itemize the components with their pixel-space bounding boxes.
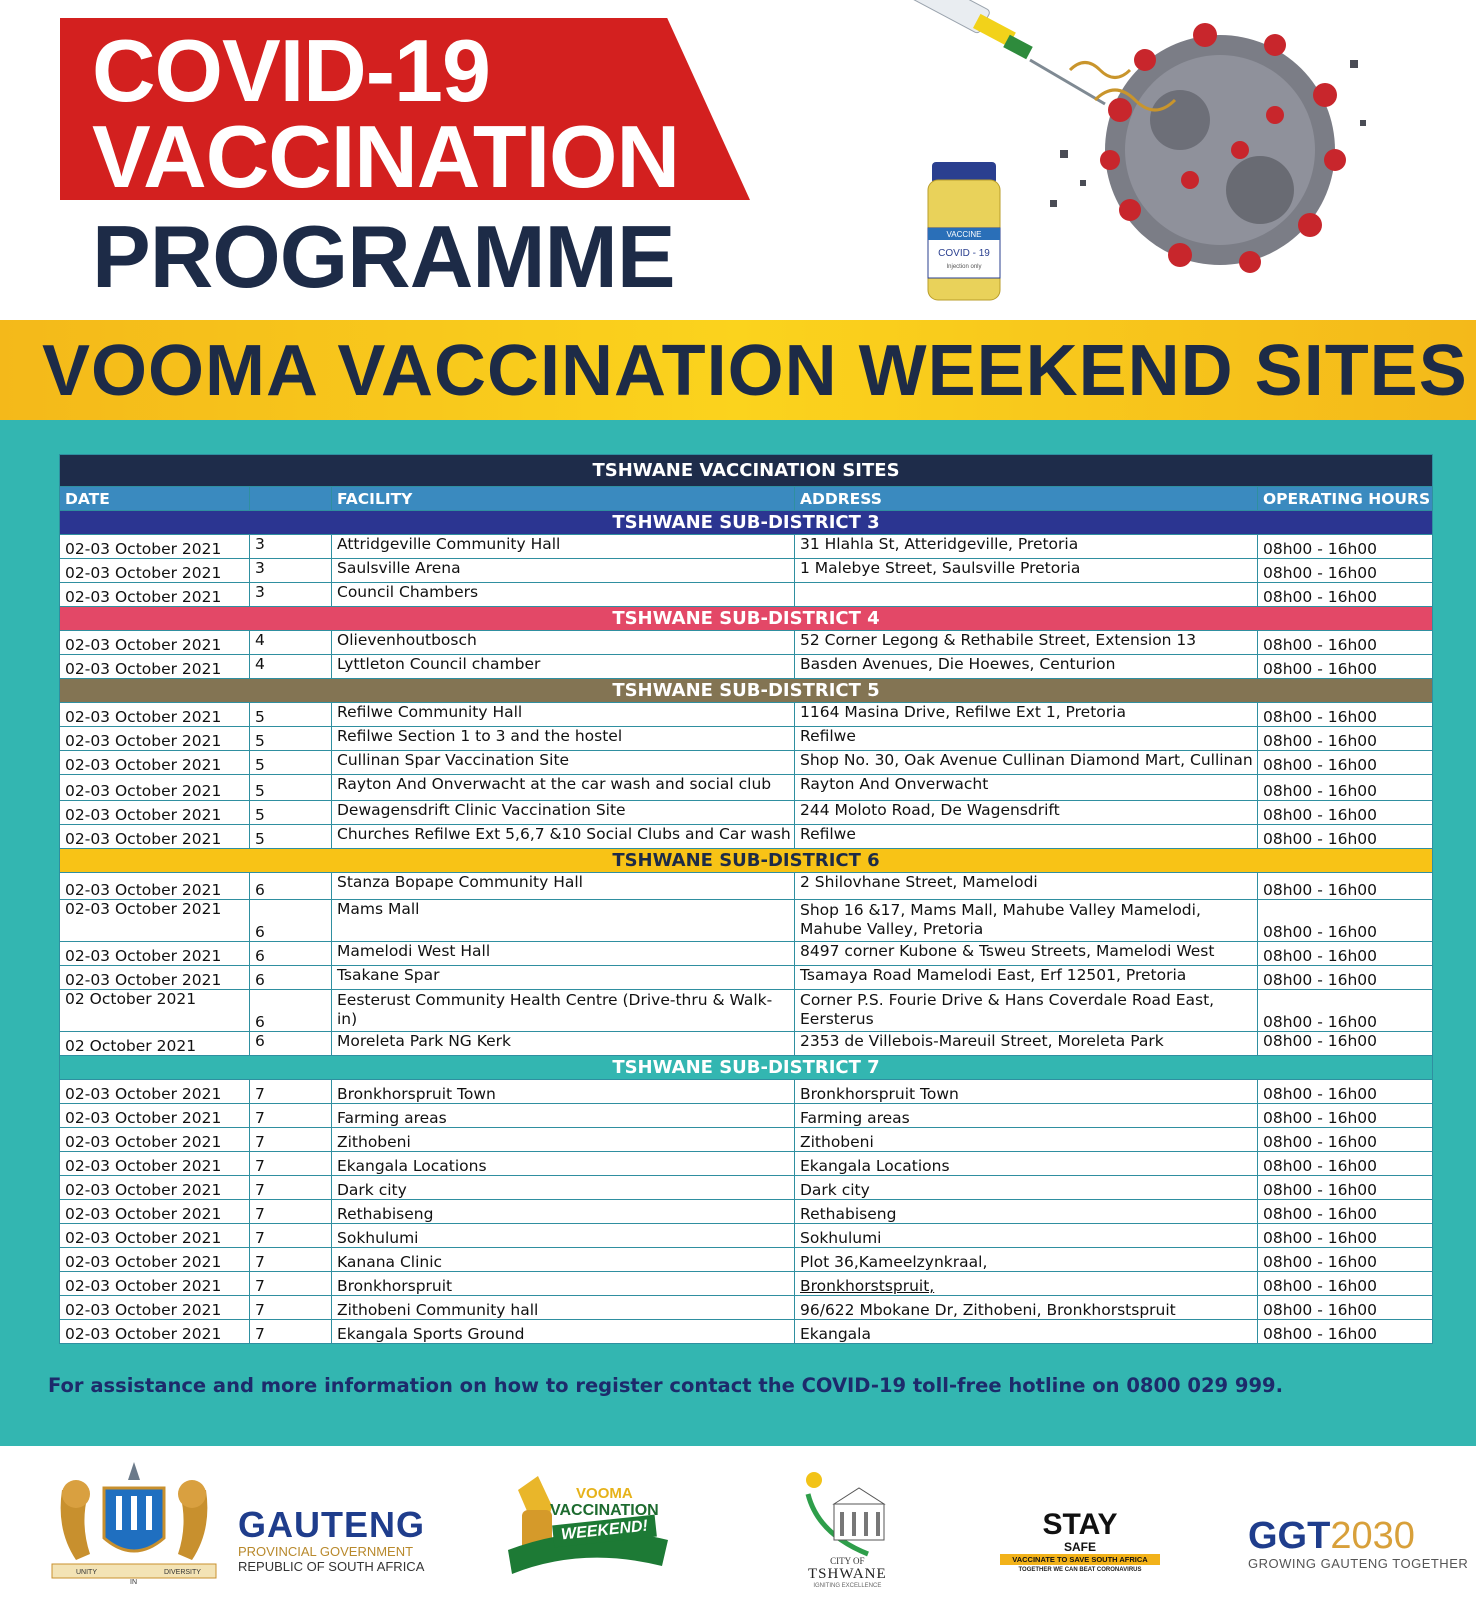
facility-cell: Dewagensdrift Clinic Vaccination Site: [332, 801, 795, 825]
hours-cell: 08h00 - 16h00: [1258, 1104, 1433, 1128]
address-cell: Tsamaya Road Mamelodi East, Erf 12501, Pretoria: [795, 966, 1258, 990]
date-cell: 02-03 October 2021: [60, 1152, 250, 1176]
facility-cell: Mams Mall: [332, 900, 795, 942]
sites-table: [59, 454, 1433, 1344]
date-cell: 02-03 October 2021: [60, 1200, 250, 1224]
table-row: [60, 655, 1433, 679]
hours-cell: 08h00 - 16h00: [1258, 900, 1433, 942]
district-cell: 6: [250, 1032, 332, 1056]
tshwane-logo-icon: [800, 1464, 900, 1560]
hotline-note: For assistance and more information on how to register contact the COVID-19 toll-free hotline on 0800 029 999.: [48, 1374, 1283, 1397]
hours-cell: 08h00 - 16h00: [1258, 775, 1433, 801]
hours-cell: 08h00 - 16h00: [1258, 655, 1433, 679]
table-row: [60, 1128, 1433, 1152]
hours-cell: 08h00 - 16h00: [1258, 535, 1433, 559]
section-heading: TSHWANE SUB-DISTRICT 4: [60, 607, 1433, 631]
table-row: [60, 1176, 1433, 1200]
date-cell: 02-03 October 2021: [60, 727, 250, 751]
gauteng-subtitle-2: REPUBLIC OF SOUTH AFRICA: [238, 1559, 425, 1574]
banner-title: VOOMA VACCINATION WEEKEND SITES: [42, 331, 1468, 411]
address-cell: Refilwe: [795, 825, 1258, 849]
facility-cell: Olievenhoutbosch: [332, 631, 795, 655]
date-cell: 02-03 October 2021: [60, 535, 250, 559]
title-line-2: VACCINATION: [92, 107, 680, 206]
facility-cell: Refilwe Community Hall: [332, 703, 795, 727]
date-cell: 02-03 October 2021: [60, 1104, 250, 1128]
table-row: [60, 631, 1433, 655]
district-cell: 7: [250, 1176, 332, 1200]
table-row: [60, 1200, 1433, 1224]
date-cell: 02-03 October 2021: [60, 1080, 250, 1104]
ggt-main: GGT: [1248, 1515, 1331, 1557]
table-row: [60, 990, 1433, 1032]
table-row: [60, 1248, 1433, 1272]
stay-safe-logo: [1000, 1510, 1160, 1575]
table-row: [60, 1320, 1433, 1344]
address-cell: Sokhulumi: [795, 1224, 1258, 1248]
tshwane-tagline: IGNITING EXCELLENCE: [813, 1583, 882, 1589]
crest-motto-left: UNITY: [76, 1569, 97, 1576]
district-cell: 7: [250, 1080, 332, 1104]
vooma-logo-text: [550, 1486, 659, 1542]
ggt2030-logo: [1248, 1516, 1468, 1571]
district-cell: 6: [250, 990, 332, 1032]
hours-cell: 08h00 - 16h00: [1258, 1320, 1433, 1344]
table-row: [60, 942, 1433, 966]
hours-cell: 08h00 - 16h00: [1258, 727, 1433, 751]
table-row: [60, 1272, 1433, 1296]
district-cell: 4: [250, 655, 332, 679]
hours-cell: 08h00 - 16h00: [1258, 825, 1433, 849]
gauteng-name: GAUTENG: [238, 1504, 425, 1545]
table-title: TSHWANE VACCINATION SITES: [60, 455, 1433, 487]
section-heading: TSHWANE SUB-DISTRICT 6: [60, 849, 1433, 873]
hours-cell: 08h00 - 16h00: [1258, 1248, 1433, 1272]
facility-cell: Saulsville Arena: [332, 559, 795, 583]
hours-cell: 08h00 - 16h00: [1258, 1272, 1433, 1296]
facility-cell: Dark city: [332, 1176, 795, 1200]
banner-strip: [0, 320, 1476, 420]
syringe-icon: [899, 0, 1105, 104]
partner-logos: [0, 1446, 1476, 1600]
table-row: [60, 1296, 1433, 1320]
address-cell: Rayton And Onverwacht: [795, 775, 1258, 801]
facility-cell: Tsakane Spar: [332, 966, 795, 990]
facility-cell: Bronkhorspruit Town: [332, 1080, 795, 1104]
table-row: [60, 801, 1433, 825]
facility-cell: Rethabiseng: [332, 1200, 795, 1224]
date-cell: 02-03 October 2021: [60, 873, 250, 900]
address-cell: 1 Malebye Street, Saulsville Pretoria: [795, 559, 1258, 583]
address-cell: Ekangala Locations: [795, 1152, 1258, 1176]
hours-cell: 08h00 - 16h00: [1258, 1200, 1433, 1224]
section-heading: TSHWANE SUB-DISTRICT 5: [60, 679, 1433, 703]
district-cell: 7: [250, 1128, 332, 1152]
district-cell: 5: [250, 801, 332, 825]
district-cell: 5: [250, 703, 332, 727]
facility-cell: Council Chambers: [332, 583, 795, 607]
table-row: [60, 1032, 1433, 1056]
column-header-district: [250, 487, 332, 511]
facility-cell: Sokhulumi: [332, 1224, 795, 1248]
district-cell: 7: [250, 1104, 332, 1128]
column-header-address: ADDRESS: [795, 487, 1258, 511]
district-cell: 3: [250, 535, 332, 559]
address-cell: 31 Hlahla St, Atteridgeville, Pretoria: [795, 535, 1258, 559]
date-cell: 02-03 October 2021: [60, 825, 250, 849]
table-row: [60, 1224, 1433, 1248]
vaccination-word: VACCINATION: [550, 1502, 659, 1519]
district-cell: 7: [250, 1320, 332, 1344]
date-cell: 02-03 October 2021: [60, 1176, 250, 1200]
tshwane-name: TSHWANE: [808, 1566, 887, 1582]
facility-cell: Churches Refilwe Ext 5,6,7 &10 Social Clubs and Car wash: [332, 825, 795, 849]
date-cell: 02-03 October 2021: [60, 1224, 250, 1248]
hours-cell: 08h00 - 16h00: [1258, 583, 1433, 607]
stay-safe-slogan: VACCINATE TO SAVE SOUTH AFRICA: [1000, 1554, 1160, 1565]
district-cell: 7: [250, 1224, 332, 1248]
sites-table-container: [59, 454, 1432, 1344]
date-cell: 02-03 October 2021: [60, 751, 250, 775]
gauteng-logo-text: [238, 1506, 425, 1574]
district-cell: 3: [250, 559, 332, 583]
district-cell: 7: [250, 1200, 332, 1224]
facility-cell: Rayton And Onverwacht at the car wash and social club: [332, 775, 795, 801]
hours-cell: 08h00 - 16h00: [1258, 801, 1433, 825]
table-row: [60, 825, 1433, 849]
facility-cell: Bronkhorspruit: [332, 1272, 795, 1296]
section-heading-row: [60, 849, 1433, 873]
table-row: [60, 583, 1433, 607]
ggt-year: 2030: [1330, 1515, 1415, 1557]
date-cell: 02-03 October 2021: [60, 559, 250, 583]
vial-name-text: COVID - 19: [938, 248, 990, 259]
section-heading: TSHWANE SUB-DISTRICT 3: [60, 511, 1433, 535]
hours-cell: 08h00 - 16h00: [1258, 631, 1433, 655]
date-cell: 02-03 October 2021: [60, 1128, 250, 1152]
date-cell: 02-03 October 2021: [60, 703, 250, 727]
section-heading-row: [60, 607, 1433, 631]
section-heading-row: [60, 679, 1433, 703]
date-cell: 02-03 October 2021: [60, 631, 250, 655]
hours-cell: 08h00 - 16h00: [1258, 990, 1433, 1032]
weekend-word: WEEKEND!: [552, 1515, 657, 1548]
district-cell: 5: [250, 751, 332, 775]
ggt-tagline: GROWING GAUTENG TOGETHER: [1248, 1556, 1469, 1571]
virus-icon: [1050, 23, 1366, 273]
address-cell: Shop 16 &17, Mams Mall, Mahube Valley Mamelodi, Mahube Valley, Pretoria: [795, 900, 1258, 942]
table-row: [60, 873, 1433, 900]
address-cell: Zithobeni: [795, 1128, 1258, 1152]
date-cell: 02-03 October 2021: [60, 1320, 250, 1344]
section-heading: TSHWANE SUB-DISTRICT 7: [60, 1056, 1433, 1080]
stay-safe-tagline: TOGETHER WE CAN BEAT CORONAVIRUS: [1018, 1567, 1142, 1573]
date-cell: 02-03 October 2021: [60, 801, 250, 825]
table-row: [60, 727, 1433, 751]
address-cell: 2 Shilovhane Street, Mamelodi: [795, 873, 1258, 900]
vooma-word: VOOMA: [576, 1485, 633, 1502]
facility-cell: Stanza Bopape Community Hall: [332, 873, 795, 900]
district-cell: 5: [250, 825, 332, 849]
facility-cell: Lyttleton Council chamber: [332, 655, 795, 679]
date-cell: 02-03 October 2021: [60, 583, 250, 607]
crest-motto-right: DIVERSITY: [164, 1569, 201, 1576]
facility-cell: Attridgeville Community Hall: [332, 535, 795, 559]
date-cell: 02-03 October 2021: [60, 942, 250, 966]
hours-cell: 08h00 - 16h00: [1258, 1128, 1433, 1152]
facility-cell: Refilwe Section 1 to 3 and the hostel: [332, 727, 795, 751]
district-cell: 5: [250, 775, 332, 801]
hours-cell: 08h00 - 16h00: [1258, 873, 1433, 900]
hours-cell: 08h00 - 16h00: [1258, 1176, 1433, 1200]
facility-cell: Ekangala Sports Ground: [332, 1320, 795, 1344]
facility-cell: Eesterust Community Health Centre (Drive-thru & Walk-in): [332, 990, 795, 1032]
stay-word: STAY: [1042, 1508, 1118, 1541]
hours-cell: 08h00 - 16h00: [1258, 751, 1433, 775]
table-row: [60, 1080, 1433, 1104]
crest-motto-mid: IN: [130, 1579, 137, 1586]
district-cell: 6: [250, 873, 332, 900]
hours-cell: 08h00 - 16h00: [1258, 1224, 1433, 1248]
address-cell: Plot 36,Kameelzynkraal,: [795, 1248, 1258, 1272]
district-cell: 7: [250, 1152, 332, 1176]
facility-cell: Zithobeni: [332, 1128, 795, 1152]
district-cell: 7: [250, 1248, 332, 1272]
district-cell: 6: [250, 942, 332, 966]
facility-cell: Mamelodi West Hall: [332, 942, 795, 966]
title-line-1: COVID-19: [92, 21, 490, 120]
hours-cell: 08h00 - 16h00: [1258, 703, 1433, 727]
facility-cell: Farming areas: [332, 1104, 795, 1128]
hours-cell: 08h00 - 16h00: [1258, 1296, 1433, 1320]
gauteng-subtitle-1: PROVINCIAL GOVERNMENT: [238, 1544, 414, 1559]
vaccine-vial-icon: [928, 162, 1000, 300]
table-row: [60, 775, 1433, 801]
hours-cell: 08h00 - 16h00: [1258, 1032, 1433, 1056]
address-cell: Bronkhorspruit Town: [795, 1080, 1258, 1104]
hours-cell: 08h00 - 16h00: [1258, 559, 1433, 583]
safe-word: SAFE: [1063, 1540, 1096, 1554]
gauteng-crest-icon: [46, 1460, 222, 1588]
date-cell: 02-03 October 2021: [60, 775, 250, 801]
date-cell: 02-03 October 2021: [60, 900, 250, 942]
address-cell: 244 Moloto Road, De Wagensdrift: [795, 801, 1258, 825]
vaccine-virus-illustration: [880, 0, 1400, 320]
district-cell: 6: [250, 900, 332, 942]
address-cell: Bronkhorstspruit,: [795, 1272, 1258, 1296]
address-cell: Shop No. 30, Oak Avenue Cullinan Diamond Mart, Cullinan: [795, 751, 1258, 775]
address-cell: 8497 corner Kubone & Tsweu Streets, Mamelodi West: [795, 942, 1258, 966]
address-cell: Dark city: [795, 1176, 1258, 1200]
hours-cell: 08h00 - 16h00: [1258, 1080, 1433, 1104]
date-cell: 02-03 October 2021: [60, 966, 250, 990]
facility-cell: Zithobeni Community hall: [332, 1296, 795, 1320]
district-cell: 7: [250, 1272, 332, 1296]
address-cell: Farming areas: [795, 1104, 1258, 1128]
table-header-row: [60, 487, 1433, 511]
facility-cell: Cullinan Spar Vaccination Site: [332, 751, 795, 775]
table-row: [60, 703, 1433, 727]
vial-note-text: Injection only: [946, 264, 982, 270]
table-row: [60, 1104, 1433, 1128]
column-header-date: DATE: [60, 487, 250, 511]
vial-brand-text: VACCINE: [946, 230, 982, 239]
address-cell: Basden Avenues, Die Hoewes, Centurion: [795, 655, 1258, 679]
date-cell: 02 October 2021: [60, 1032, 250, 1056]
date-cell: 02 October 2021: [60, 990, 250, 1032]
date-cell: 02-03 October 2021: [60, 1272, 250, 1296]
date-cell: 02-03 October 2021: [60, 1296, 250, 1320]
facility-cell: Ekangala Locations: [332, 1152, 795, 1176]
address-cell: 52 Corner Legong & Rethabile Street, Extension 13: [795, 631, 1258, 655]
table-row: [60, 1152, 1433, 1176]
address-cell: Ekangala: [795, 1320, 1258, 1344]
tshwane-city-of: CITY OF: [830, 1556, 865, 1566]
header: [0, 0, 1476, 320]
address-cell: 96/622 Mbokane Dr, Zithobeni, Bronkhorstspruit: [795, 1296, 1258, 1320]
tshwane-logo-text: [808, 1556, 887, 1590]
address-cell: 2353 de Villebois-Mareuil Street, Moreleta Park: [795, 1032, 1258, 1056]
facility-cell: Moreleta Park NG Kerk: [332, 1032, 795, 1056]
table-row: [60, 900, 1433, 942]
date-cell: 02-03 October 2021: [60, 1248, 250, 1272]
table-row: [60, 535, 1433, 559]
date-cell: 02-03 October 2021: [60, 655, 250, 679]
table-row: [60, 966, 1433, 990]
title-line-3: PROGRAMME: [92, 207, 675, 306]
hours-cell: 08h00 - 16h00: [1258, 1152, 1433, 1176]
address-cell: [795, 583, 1258, 607]
table-row: [60, 751, 1433, 775]
table-row: [60, 559, 1433, 583]
column-header-facility: FACILITY: [332, 487, 795, 511]
hours-cell: 08h00 - 16h00: [1258, 966, 1433, 990]
address-cell: Rethabiseng: [795, 1200, 1258, 1224]
column-header-hours: OPERATING HOURS: [1258, 487, 1433, 511]
district-cell: 6: [250, 966, 332, 990]
district-cell: 3: [250, 583, 332, 607]
hours-cell: 08h00 - 16h00: [1258, 942, 1433, 966]
district-cell: 7: [250, 1296, 332, 1320]
section-heading-row: [60, 1056, 1433, 1080]
address-cell: Refilwe: [795, 727, 1258, 751]
district-cell: 5: [250, 727, 332, 751]
district-cell: 4: [250, 631, 332, 655]
facility-cell: Kanana Clinic: [332, 1248, 795, 1272]
address-cell: 1164 Masina Drive, Refilwe Ext 1, Pretoria: [795, 703, 1258, 727]
table-title-row: [60, 455, 1433, 487]
section-heading-row: [60, 511, 1433, 535]
address-cell: Corner P.S. Fourie Drive & Hans Coverdale Road East, Eersterus: [795, 990, 1258, 1032]
